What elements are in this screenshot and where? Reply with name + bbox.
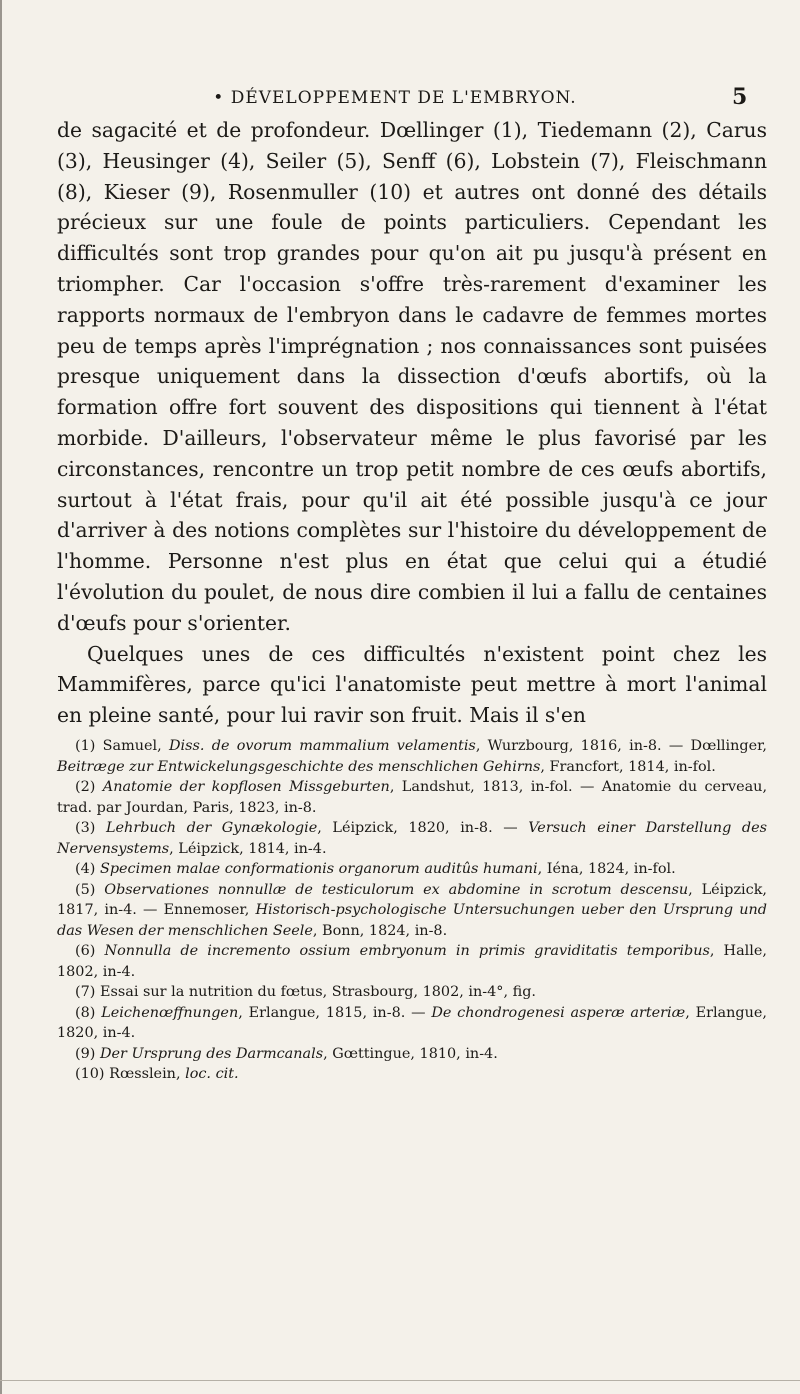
page-number: 5 bbox=[732, 84, 748, 110]
footnote: (8) Leichenœffnungen, Erlangue, 1815, in-8. — De chondrogenesi asperæ arteriæ, Erlangue, 1820, in-4. bbox=[57, 1004, 767, 1041]
footnote: (6) Nonnulla de incremento ossium embryonum in primis graviditatis temporibus, Halle, 1802, in-4. bbox=[57, 943, 767, 980]
footnote: (3) Lehrbuch der Gynækologie, Léipzick, 1820, in-8. — Versuch einer Darstellung des Nervensystems, Léipzick, 1814, in-4. bbox=[57, 820, 767, 857]
body-paragraph: Quelques unes de ces difficultés n'existent point chez les Mammifères, parce qu'ici l'anatomiste peut mettre à mort l'animal en pleine santé, pour lui ravir son fruit. Mais il s'en bbox=[57, 641, 767, 728]
footnote: (5) Observationes nonnullæ de testiculorum ex abdomine in scrotum descensu, Léipzick, 1817, in-4. — Ennemoser, Historisch-psychologische Untersuchungen ueber den Ursprung und das Wesen der menschlichen Seele, Bonn, 1824, in-8. bbox=[57, 881, 767, 939]
page-bottom-edge bbox=[0, 1380, 800, 1381]
footnotes bbox=[57, 736, 767, 1085]
footnote: (7) Essai sur la nutrition du fœtus, Strasbourg, 1802, in-4°, fig. bbox=[75, 984, 537, 1000]
footnote: (2) Anatomie der kopflosen Missgeburten, Landshut, 1813, in-fol. — Anatomie du cerveau, trad. par Jourdan, Paris, 1823, in-8. bbox=[57, 779, 768, 816]
footnote: (9) Der Ursprung des Darmcanals, Gœttingue, 1810, in-4. bbox=[75, 1045, 498, 1062]
main-text bbox=[57, 115, 767, 731]
footnote: (1) Samuel, Diss. de ovorum mammalium velamentis, Wurzbourg, 1816, in-8. — Dœllinger, Beitræge zur Entwickelungsgeschichte des menschlichen Gehirns, Francfort, 1814, in-fol. bbox=[57, 738, 767, 775]
body-paragraph: de sagacité et de profondeur. Dœllinger (1), Tiedemann (2), Carus (3), Heusinger (4), Seiler (5), Senff (6), Lobstein (7), Fleischmann (8), Kieser (9), Rosenmuller (10) et autres ont donné des détails précieux sur une foule de points particuliers. Cependant les difficultés sont trop grandes pour qu'on ait pu jusqu'à présent en triompher. Car l'occasion s'offre très-rarement d'examiner les rapports normaux de l'embryon dans le cadavre de femmes mortes peu de temps après l'imprégnation ; nos connaissances sont puisées presque uniquement dans la dissection d'œufs abortifs, où la formation offre fort souvent des dispositions qui tiennent à l'état morbide. D'ailleurs, l'observateur même le plus favorisé par les circonstances, rencontre un trop petit nombre de ces œufs abortifs, surtout à l'état frais, pour qu'il ait été possible jusqu'à ce jour d'arriver à des notions complètes sur l'histoire du développement de l'homme. Personne n'est plus en état que celui qui a étudié l'évolution du poulet, de nous dire combien il lui a fallu de centaines d'œufs pour s'orienter. bbox=[57, 118, 767, 635]
page-edge-shadow bbox=[0, 0, 2, 1394]
footnote: (10) Rœsslein, loc. cit. bbox=[75, 1066, 239, 1082]
footnote: (4) Specimen malae conformationis organorum auditûs humani, Iéna, 1824, in-fol. bbox=[75, 861, 676, 877]
running-header: • DÉVELOPPEMENT DE L'EMBRYON. bbox=[213, 88, 577, 108]
